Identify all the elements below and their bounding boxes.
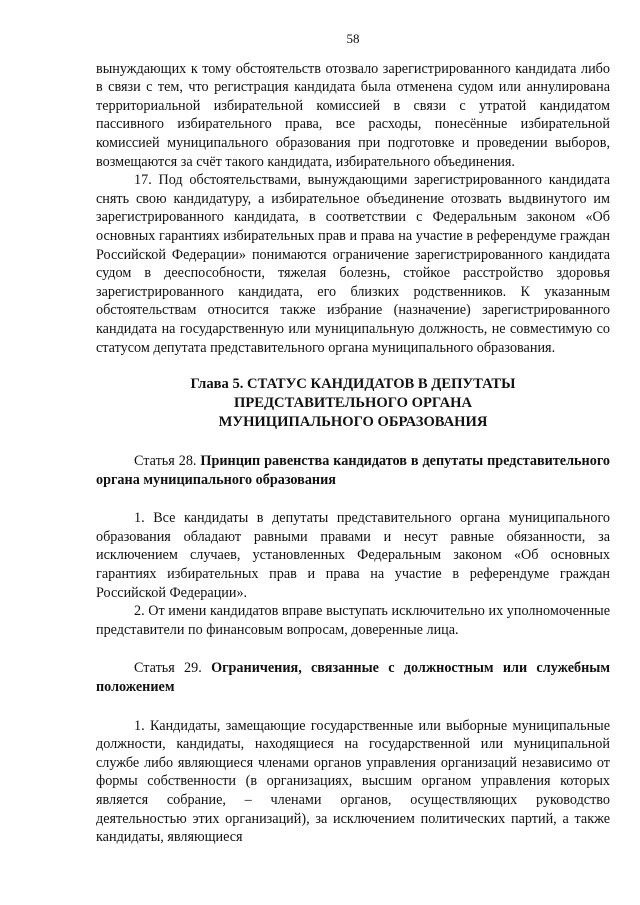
chapter-heading-line-2: ПРЕДСТАВИТЕЛЬНОГО ОРГАНА <box>233 395 473 412</box>
article-28-heading <box>96 452 610 489</box>
article-29-title: Ограничения, связанные с должностным или служебным положением <box>96 660 611 696</box>
paragraph-continuation: вынуждающих к тому обстоятельств отозвало зарегистрированного кандидата либо в связи с тем, что регистрация кандидата была отменена судом или аннулирована территориальной избирательной комиссией в связи с утратой кандидатом пассивного избирательного права, все расходы, понесённые избирательной комиссией муниципального образования при подготовке и проведении выборов, возмещаются за счёт такого кандидата, избирательного объединения. <box>96 60 610 170</box>
section-gap <box>96 639 610 659</box>
page-number: 58 <box>346 31 360 46</box>
document-page <box>96 30 610 847</box>
article-28-number: Статья 28. <box>134 453 197 470</box>
chapter-heading <box>96 375 610 432</box>
article-28-paragraph-2: 2. От имени кандидатов вправе выступать исключительно их уполномоченные представители по финансовым вопросам, доверенные лица. <box>96 603 610 638</box>
article-29-heading <box>96 659 610 696</box>
chapter-heading-line-3: МУНИЦИПАЛЬНОГО ОБРАЗОВАНИЯ <box>218 414 488 431</box>
article-28-paragraph-1: 1. Все кандидаты в депутаты представительного органа муниципального образования обладают равными правами и несут равные обязанности, за исключением случаев, установленных Федеральным законом «Об основных гарантиях избирательных прав и права на участие в референдуме граждан Российской Федерации». <box>96 510 610 601</box>
chapter-heading-line-1: Глава 5. СТАТУС КАНДИДАТОВ В ДЕПУТАТЫ <box>190 376 516 393</box>
paragraph-17: 17. Под обстоятельствами, вынуждающими зарегистрированного кандидата снять свою кандидатуру, а избирательное объединение отозвать выдвинутого им зарегистрированного кандидата, в соответствии с Федеральным законом «Об основных гарантиях избирательных прав и права на участие в референдуме граждан Российской Федерации» понимаются ограничение зарегистрированного кандидата судом в дееспособности, тяжелая болезнь, стойкое расстройство здоровья зарегистрированного кандидата, его близких родственников. К указанным обстоятельствам относится также избрание (назначение) зарегистрированного кандидата на государственную или муниципальную должность, не совместимую со статусом депутата представительного органа муниципального образования. <box>96 172 610 356</box>
article-29-number: Статья 29. <box>134 660 202 677</box>
article-28-title: Принцип равенства кандидатов в депутаты представительного органа муниципального образования <box>96 453 610 488</box>
article-29-paragraph-1: 1. Кандидаты, замещающие государственные или выборные муниципальные должности, кандидаты, находящиеся на государственной или муниципальной службе либо являющиеся членами органов управления организаций независимо от формы собственности (в организациях, высшим органом управления которых является собрание, – членами органов, осуществляющих руководство деятельностью этих организаций), за исключением политических партий, а также кандидаты, являющиеся <box>96 717 610 846</box>
